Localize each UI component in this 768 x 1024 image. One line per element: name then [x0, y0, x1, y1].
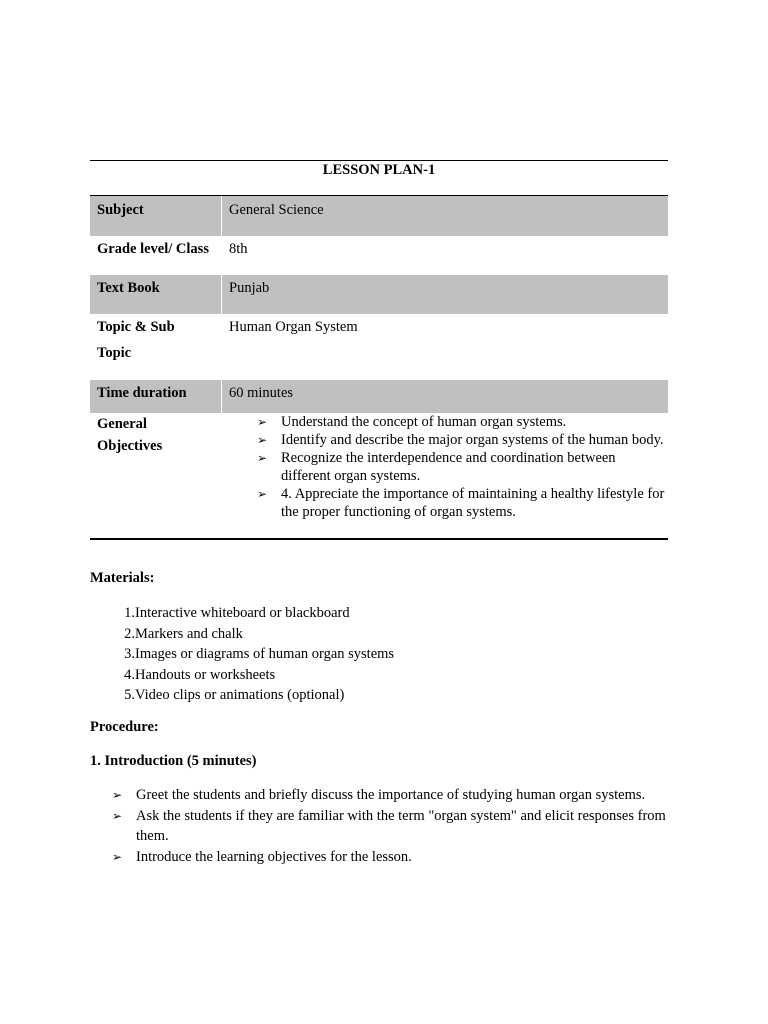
subject-label: Subject — [97, 202, 144, 218]
list-item: 3. Images or diagrams of human organ systems — [124, 646, 395, 662]
list-item: ➢ Identify and describe the major organ systems of the human body. — [257, 432, 664, 448]
topic-label — [90, 314, 222, 380]
list-item: 2. Markers and chalk — [124, 625, 243, 642]
subject-value: General Science — [222, 196, 669, 237]
arrow-bullet-icon: ➢ — [112, 788, 123, 802]
objectives-value — [222, 413, 669, 539]
arrow-bullet-icon: ➢ — [257, 451, 268, 465]
materials-list — [90, 603, 394, 706]
list-item: ➢ Introduce the learning objectives for the lesson. — [112, 847, 672, 868]
list-item: 4. Handouts or worksheets — [124, 666, 276, 683]
subject-row — [90, 196, 668, 237]
list-item: ➢ Recognize the interdependence and coordination between different organ systems. — [257, 450, 616, 484]
grade-label: Grade level/ Class — [97, 241, 209, 257]
title-row — [90, 161, 668, 196]
list-item: 1. Interactive whiteboard or blackboard — [124, 605, 350, 621]
lesson-plan-title: LESSON PLAN-1 — [90, 161, 668, 196]
objectives-row — [90, 413, 668, 539]
grade-value: 8th — [222, 236, 669, 275]
materials-heading: Materials: — [90, 570, 155, 586]
arrow-bullet-icon: ➢ — [112, 849, 123, 864]
list-item: 5. Video clips or animations (optional) — [124, 687, 345, 703]
time-row — [90, 380, 668, 413]
topic-row — [90, 314, 668, 380]
objectives-list — [229, 413, 668, 521]
introduction-list — [112, 785, 672, 867]
arrow-bullet-icon: ➢ — [257, 415, 268, 429]
arrow-bullet-icon: ➢ — [112, 808, 123, 823]
time-value: 60 minutes — [222, 380, 669, 413]
introduction-heading: 1. Introduction (5 minutes) — [90, 753, 257, 769]
topic-label-line2: Topic — [97, 345, 132, 361]
textbook-row — [90, 275, 668, 314]
procedure-heading: Procedure: — [90, 719, 159, 735]
list-item: ➢ Greet the students and briefly discuss the importance of studying human organ systems. — [112, 785, 672, 806]
textbook-label: Text Book — [97, 280, 160, 296]
topic-value: Human Organ System — [222, 314, 669, 380]
lesson-plan-table — [90, 160, 668, 540]
topic-label-line1: Topic & Sub — [97, 319, 175, 335]
arrow-bullet-icon: ➢ — [257, 487, 268, 501]
arrow-bullet-icon: ➢ — [257, 433, 268, 447]
list-item: ➢ 4. Appreciate the importance of maintaining a healthy lifestyle for the proper functioning of organ systems. — [257, 486, 665, 520]
time-label: Time duration — [97, 385, 187, 401]
textbook-value: Punjab — [222, 275, 669, 314]
objectives-label-line2: Objectives — [97, 438, 163, 454]
objectives-label-line1: General — [97, 416, 147, 432]
list-item: ➢ Understand the concept of human organ systems. — [257, 414, 567, 430]
grade-row — [90, 236, 668, 275]
objectives-label — [90, 413, 222, 539]
list-item: ➢ Ask the students if they are familiar with the term "organ system" and elicit responses from them. — [112, 807, 666, 844]
